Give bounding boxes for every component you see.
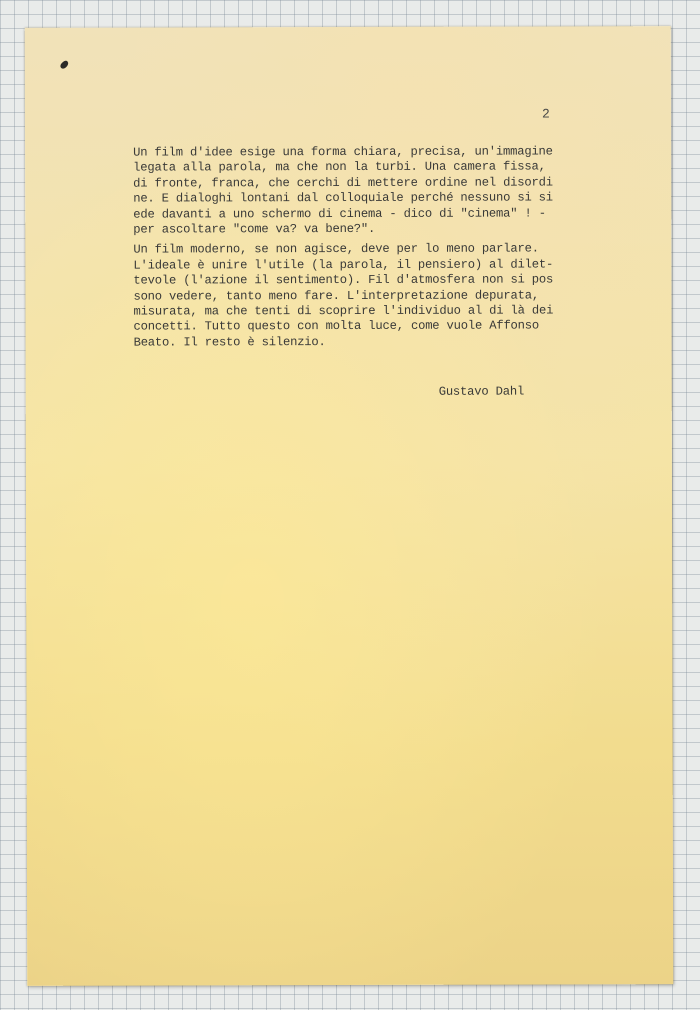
text-line: concetti. Tutto questo con molta luce, come vuole Affonso bbox=[133, 318, 540, 335]
body-text bbox=[133, 144, 594, 355]
signature: Gustavo Dahl bbox=[438, 384, 525, 399]
text-line: misurata, ma che tenti di scoprire l'individuo al di là dei bbox=[133, 303, 554, 319]
text-line: Un film d'idee esige una forma chiara, precisa, un'immagine bbox=[133, 144, 553, 160]
text-line: tevole (l'azione il sentimento). Fil d'atmosfera non si pos bbox=[133, 272, 554, 288]
paragraph-2 bbox=[133, 242, 593, 351]
text-line: ede davanti a uno schermo di cinema - dico di "cinema" ! - bbox=[133, 206, 546, 222]
page-number: 2 bbox=[541, 106, 550, 122]
text-line: Un film moderno, se non agisce, deve per lo meno parlare. bbox=[133, 241, 539, 258]
text-line: L'ideale è unire l'utile (la parola, il pensiero) al dilet- bbox=[133, 257, 554, 273]
typewritten-page bbox=[25, 26, 674, 986]
text-line: ne. E dialoghi lontani dal colloquiale perché nessuno si si bbox=[133, 190, 553, 206]
text-line: per ascoltare "come va? va bene?". bbox=[133, 221, 376, 237]
text-line: sono vedere, tanto meno fare. L'interpretazione depurata, bbox=[133, 288, 539, 304]
ink-blot bbox=[59, 60, 70, 70]
text-line: di fronte, franca, che cerchi di mettere ordine nel disordi bbox=[133, 175, 553, 191]
text-line: Beato. Il resto è silenzio. bbox=[133, 334, 326, 350]
paragraph-1 bbox=[133, 144, 593, 238]
text-line: legata alla parola, ma che non la turbi. Una camera fissa, bbox=[133, 159, 546, 175]
